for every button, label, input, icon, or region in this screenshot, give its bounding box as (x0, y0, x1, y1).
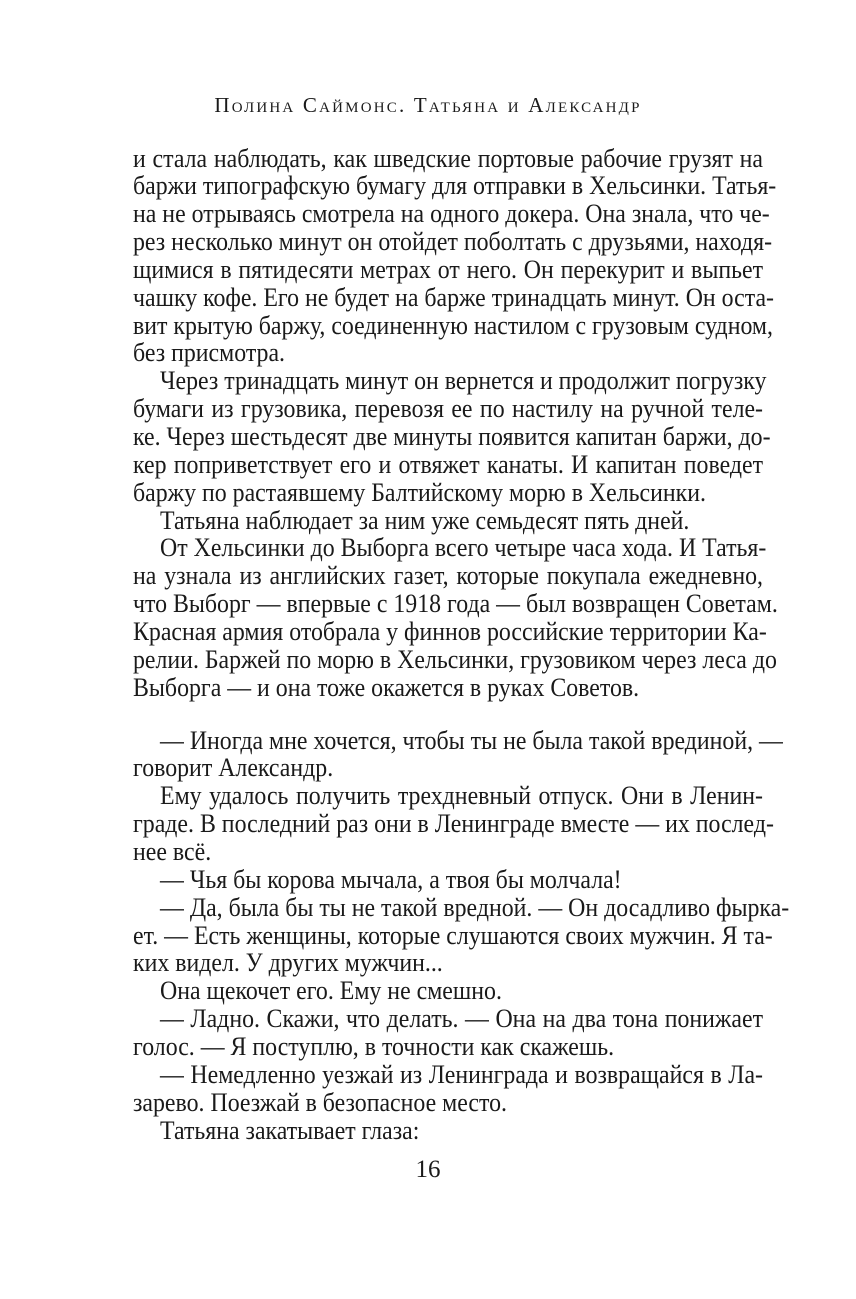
text-line: Красная армия отобрала у финнов российские территории Ка- (133, 615, 767, 646)
text-line: щимися в пятидесяти метрах от него. Он перекурит и выпьет (133, 253, 763, 284)
text-line: ке. Через шестьдесят две минуты появится капитан баржи, до- (133, 421, 771, 451)
text-line: на не отрываясь смотрела на одного докера. Она знала, что че- (133, 198, 770, 229)
text-line: без присмотра. (133, 337, 286, 368)
text-line: Она щекочет его. Ему не смешно. (160, 975, 502, 1006)
text-line: чашку кофе. Его не будет на барже тринадцать минут. Он оста- (133, 281, 775, 312)
text-line: Ему удалось получить трехдневный отпуск. Они в Ленин- (160, 780, 763, 811)
running-header: Полина Саймонс. Татьяна и Александр (214, 93, 642, 117)
page-number: 16 (415, 1156, 441, 1183)
text-line: бумаги из грузовика, перевозя ее по настилу на ручной теле- (133, 393, 763, 424)
text-line: граде. В последний раз они в Ленинграде вместе — их послед- (133, 808, 774, 839)
text-line: — Немедленно уезжай из Ленинграда и возвращайся в Ла- (160, 1058, 763, 1089)
text-line: ких видел. У других мужчин... (133, 947, 443, 978)
text-line: ет. — Есть женщины, которые слушаются своих мужчин. Я та- (133, 919, 773, 950)
text-line: нее всё. (133, 835, 212, 866)
text-line: Выборга — и она тоже окажется в руках Советов. (133, 671, 640, 702)
text-line: кер поприветствует его и отвяжет канаты. И капитан поведет (133, 448, 763, 479)
text-line: рез несколько минут он отойдет поболтать с друзьями, находя- (133, 226, 773, 257)
text-line: говорит Александр. (133, 752, 334, 783)
text-line: От Хельсинки до Выборга всего четыре часа хода. И Татья- (160, 532, 767, 563)
text-line: баржу по растаявшему Балтийскому морю в Хельсинки. (133, 476, 706, 507)
text-line: вит крытую баржу, соединенную настилом с грузовым судном, (133, 309, 773, 340)
text-line: что Выборг — впервые с 1918 года — был возвращен Советам. (133, 588, 778, 619)
text-line: — Иногда мне хочется, чтобы ты не была такой врединой, — (160, 724, 783, 755)
text-line: — Да, была бы ты не такой вредной. — Он досадливо фырка- (160, 891, 790, 922)
text-line: — Чья бы корова мычала, а твоя бы молчала! (160, 863, 622, 894)
text-line: на узнала из английских газет, которые покупала ежедневно, (133, 560, 763, 591)
text-line: баржи типографскую бумагу для отправки в Хельсинки. Татья- (133, 170, 777, 201)
text-line: релии. Баржей по морю в Хельсинки, грузовиком через леса до (133, 643, 777, 674)
text-line: Через тринадцать минут он вернется и продолжит погрузку (160, 365, 767, 396)
text-line: — Ладно. Скажи, что делать. — Она на два тона понижает (160, 1003, 763, 1034)
text-line: Татьяна закатывает глаза: (160, 1114, 420, 1145)
text-line: и стала наблюдать, как шведские портовые рабочие грузят на (133, 142, 763, 173)
text-line: Татьяна наблюдает за ним уже семьдесят пять дней. (160, 504, 690, 535)
text-line: зарево. Поезжай в безопасное место. (133, 1086, 508, 1117)
text-line: голос. — Я поступлю, в точности как скажешь. (133, 1030, 615, 1061)
